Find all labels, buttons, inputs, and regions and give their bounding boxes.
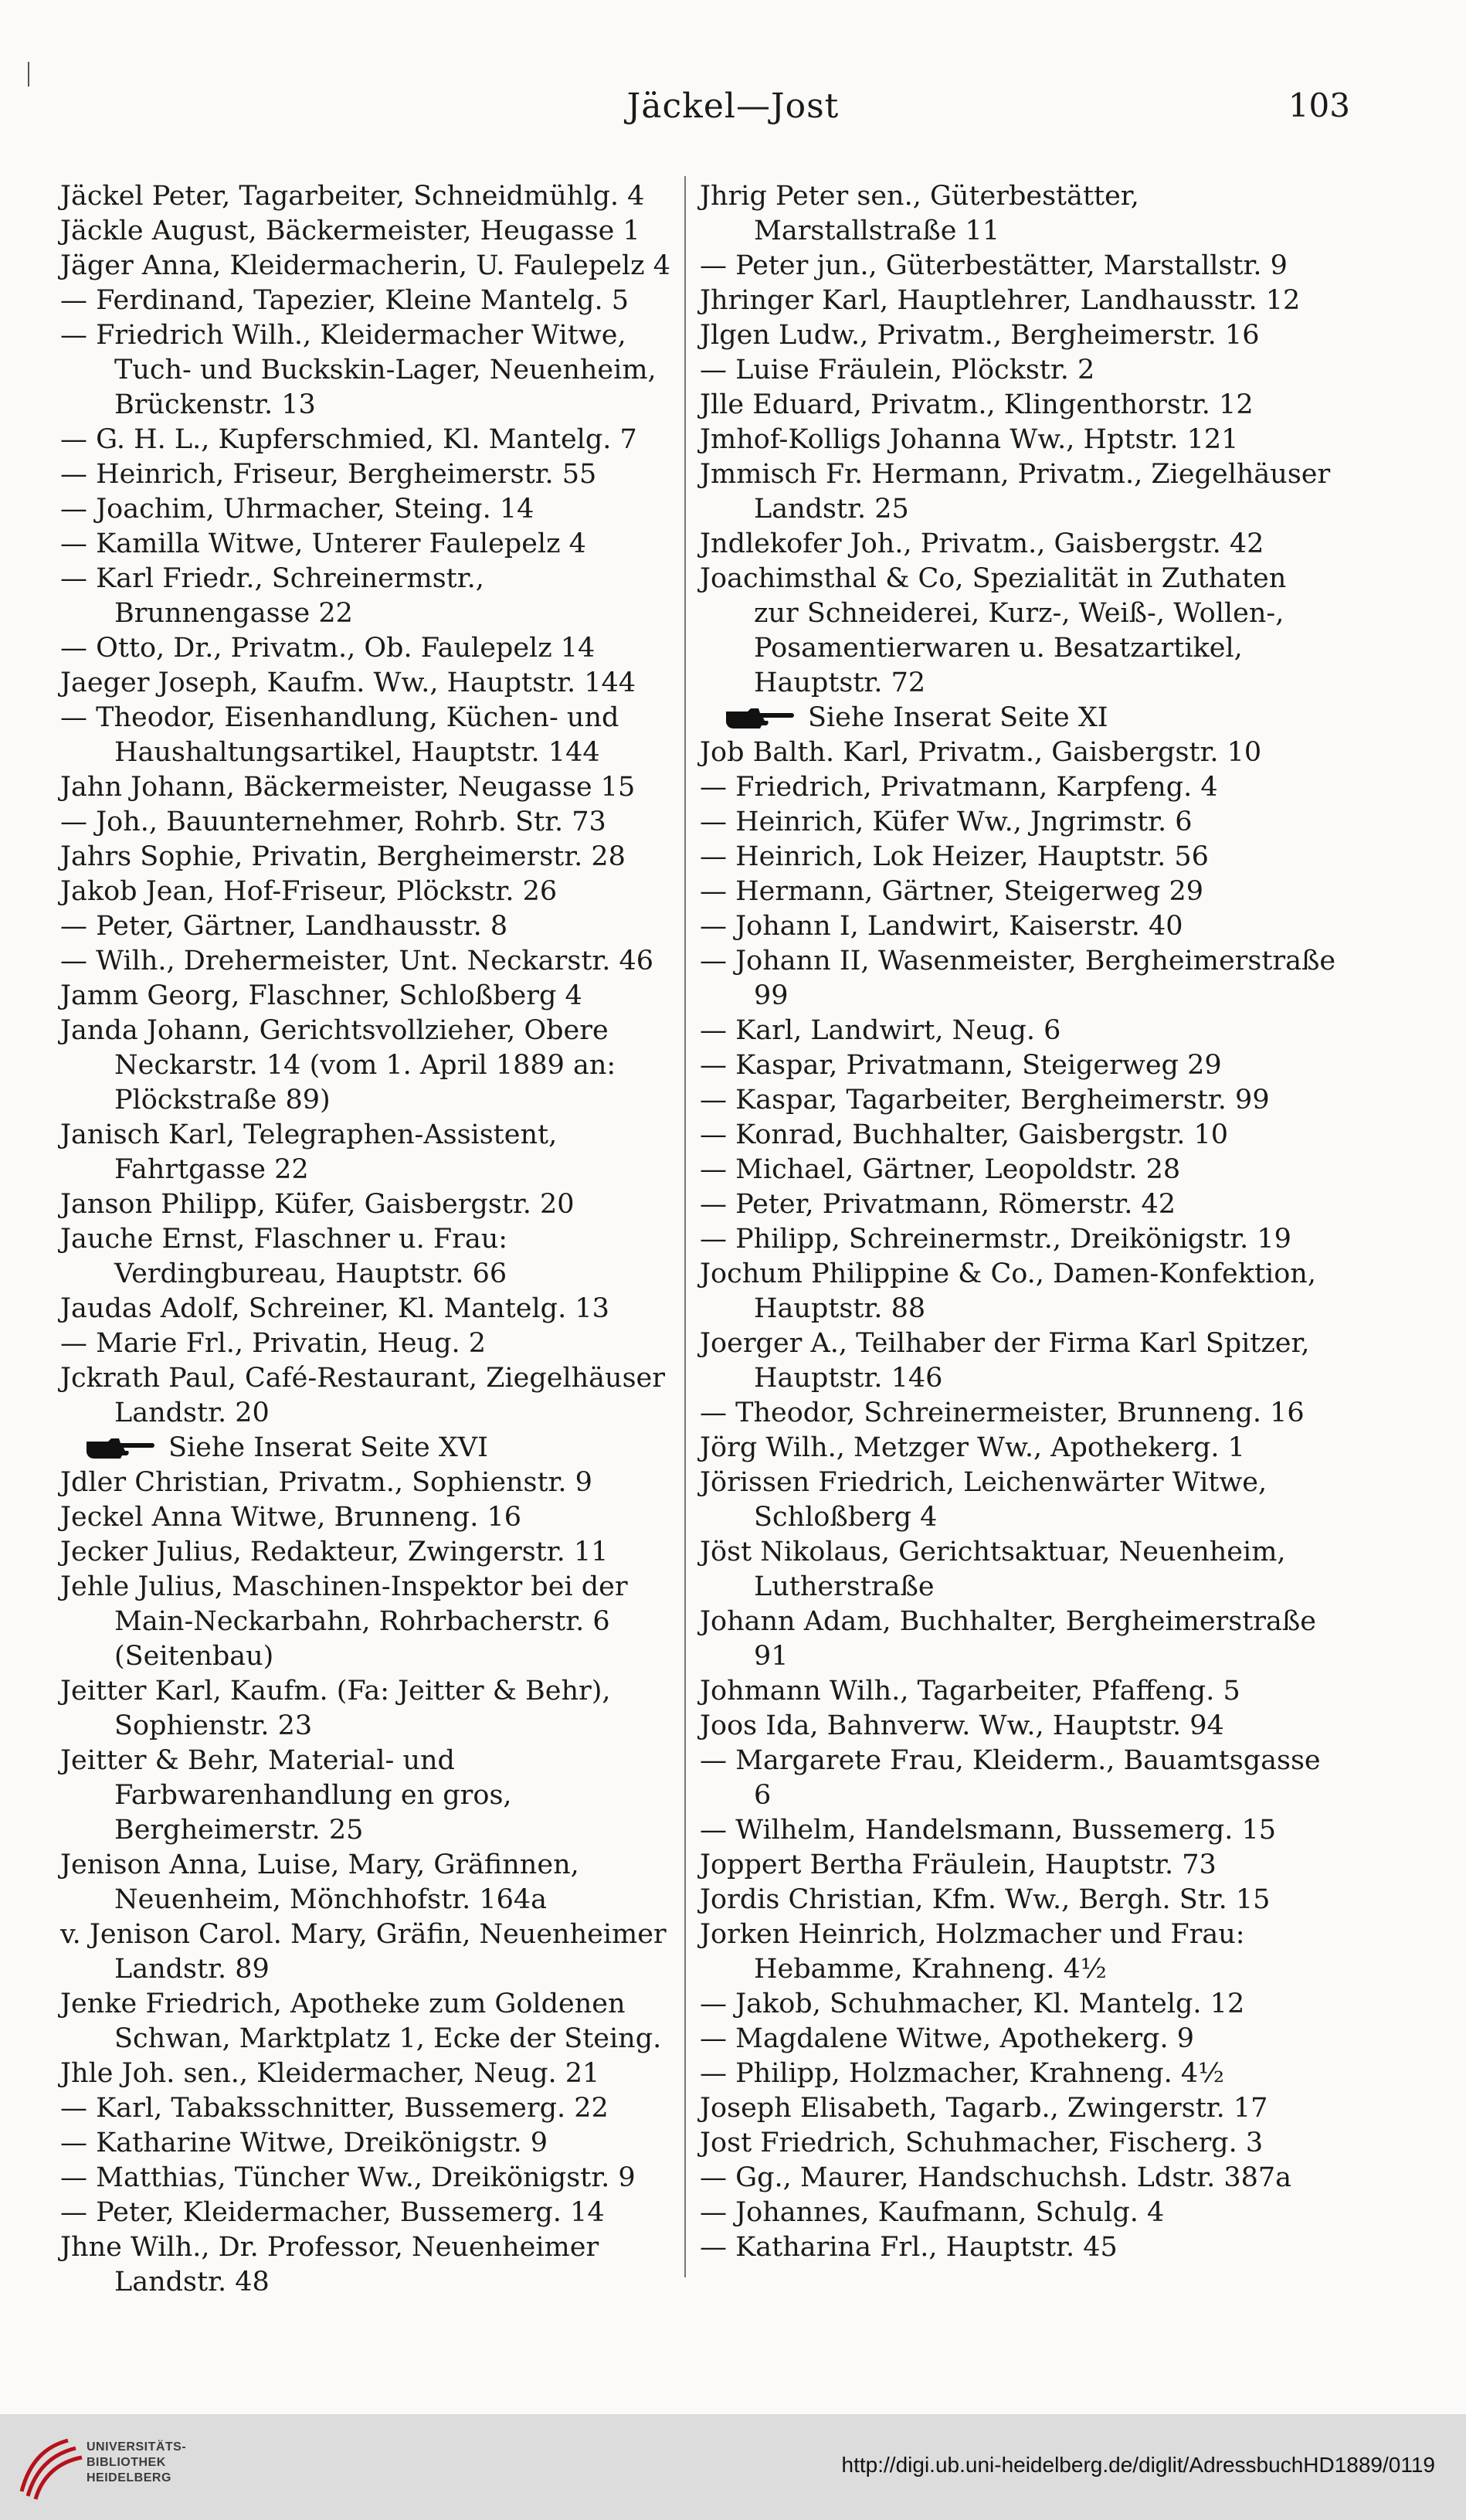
- right-entry: — Peter jun., Güterbestätter, Marstallstr. 9: [700, 250, 1288, 281]
- right-entry: — Peter, Privatmann, Römerstr. 42: [700, 1189, 1176, 1220]
- left-entry: Jäger Anna, Kleidermacherin, U. Faulepelz 4: [60, 250, 670, 281]
- left-entry: Janisch Karl, Telegraphen-Assistent, Fahrtgasse 22: [60, 1119, 558, 1185]
- right-entry: — Michael, Gärtner, Leopoldstr. 28: [700, 1154, 1181, 1185]
- left-entry: — Joachim, Uhrmacher, Steing. 14: [60, 494, 534, 525]
- right-entry: — Jakob, Schuhmacher, Kl. Mantelg. 12: [700, 1988, 1245, 2019]
- logo-text-line-2: BIBLIOTHEK: [87, 2456, 166, 2469]
- logo-text-line-1: UNIVERSITÄTS-: [87, 2440, 187, 2454]
- right-entry: Job Balth. Karl, Privatm., Gaisbergstr. 10: [700, 737, 1262, 768]
- right-entry: — Johann II, Wasenmeister, Bergheimerstraße 99: [700, 946, 1336, 1011]
- right-entry: Joseph Elisabeth, Tagarb., Zwingerstr. 17: [700, 2093, 1268, 2124]
- right-entry: Jörissen Friedrich, Leichenwärter Witwe, Schloßberg 4: [700, 1467, 1267, 1533]
- pointing-hand-icon: [725, 707, 796, 730]
- right-entry: Jlgen Ludw., Privatm., Bergheimerstr. 16: [700, 320, 1260, 351]
- left-entry: Jecker Julius, Redakteur, Zwingerstr. 11: [60, 1537, 609, 1567]
- right-entry: — Philipp, Holzmacher, Krahneng. 4½: [700, 2058, 1225, 2089]
- left-entry: Jaeger Joseph, Kaufm. Ww., Hauptstr. 144: [60, 667, 636, 698]
- left-entry: — Matthias, Tüncher Ww., Dreikönigstr. 9: [60, 2162, 636, 2193]
- pointing-hand-icon: [85, 1437, 156, 1460]
- right-entry: Johann Adam, Buchhalter, Bergheimerstraße 91: [700, 1606, 1316, 1672]
- right-column: [700, 179, 1338, 2265]
- left-entry: Jdler Christian, Privatm., Sophienstr. 9: [60, 1467, 592, 1498]
- right-entry: Jhrig Peter sen., Güterbestätter, Marstallstraße 11: [700, 181, 1139, 246]
- left-advert-reference: [60, 1431, 678, 1465]
- right-entry: Joos Ida, Bahnverw. Ww., Hauptstr. 94: [700, 1710, 1224, 1741]
- right-entry: Joachimsthal & Co, Spezialität in Zuthaten zur Schneiderei, Kurz-, Weiß-, Wollen-, Posamentierwaren u. Besatzartikel, Hauptstr. 72: [700, 563, 1287, 698]
- right-entry: — Heinrich, Lok Heizer, Hauptstr. 56: [700, 841, 1209, 872]
- left-entry: — Otto, Dr., Privatm., Ob. Faulepelz 14: [60, 633, 596, 664]
- left-entry: Jahn Johann, Bäckermeister, Neugasse 15: [60, 772, 636, 803]
- left-entry: — Ferdinand, Tapezier, Kleine Mantelg. 5: [60, 285, 629, 316]
- right-entry: — Kaspar, Privatmann, Steigerweg 29: [700, 1050, 1222, 1081]
- left-entry: Jenke Friedrich, Apotheke zum Goldenen Schwan, Marktplatz 1, Ecke der Steing.: [60, 1988, 662, 2054]
- left-entry: Jakob Jean, Hof-Friseur, Plöckstr. 26: [60, 876, 558, 907]
- left-entry: — Katharine Witwe, Dreikönigstr. 9: [60, 2128, 548, 2158]
- right-entry: — Luise Fräulein, Plöckstr. 2: [700, 355, 1095, 385]
- left-entry: Jeitter Karl, Kaufm. (Fa: Jeitter & Behr), Sophienstr. 23: [60, 1676, 611, 1741]
- left-entry: Janson Philipp, Küfer, Gaisbergstr. 20: [60, 1189, 575, 1220]
- scan-margin-mark: [28, 62, 29, 87]
- right-entry: Jörg Wilh., Metzger Ww., Apothekerg. 1: [700, 1432, 1245, 1463]
- right-entry: — Johannes, Kaufmann, Schulg. 4: [700, 2197, 1165, 2228]
- right-entry: Joerger A., Teilhaber der Firma Karl Spitzer, Hauptstr. 146: [700, 1328, 1310, 1394]
- left-entry: — Kamilla Witwe, Unterer Faulepelz 4: [60, 528, 586, 559]
- left-entry: Jäckle August, Bäckermeister, Heugasse 1: [60, 216, 640, 246]
- left-entry: Jahrs Sophie, Privatin, Bergheimerstr. 28: [60, 841, 626, 872]
- right-entry: — Konrad, Buchhalter, Gaisbergstr. 10: [700, 1119, 1229, 1150]
- left-entry: — Peter, Gärtner, Landhausstr. 8: [60, 911, 508, 942]
- right-entry: — Hermann, Gärtner, Steigerweg 29: [700, 876, 1204, 907]
- right-entry: — Johann I, Landwirt, Kaiserstr. 40: [700, 911, 1183, 942]
- left-entry: Jckrath Paul, Café-Restaurant, Ziegelhäuser Landstr. 20: [60, 1363, 665, 1428]
- right-entry: Jmhof-Kolligs Johanna Ww., Hptstr. 121: [700, 424, 1239, 455]
- right-entry: — Margarete Frau, Kleiderm., Bauamtsgasse 6: [700, 1745, 1321, 1811]
- source-url-link[interactable]: http://digi.ub.uni-heidelberg.de/diglit/AdressbuchHD1889/0119: [841, 2453, 1435, 2477]
- footer-bar: [0, 2414, 1466, 2520]
- right-entry: Jndlekofer Joh., Privatm., Gaisbergstr. 42: [700, 528, 1264, 559]
- column-divider: [684, 176, 686, 2277]
- right-entry: Johmann Wilh., Tagarbeiter, Pfaffeng. 5: [700, 1676, 1240, 1707]
- left-entry: — Theodor, Eisenhandlung, Küchen- und Haushaltungsartikel, Hauptstr. 144: [60, 702, 619, 768]
- left-entry: Jenison Anna, Luise, Mary, Gräfinnen, Neuenheim, Mönchhofstr. 164a: [60, 1849, 579, 1915]
- left-entry: Jhne Wilh., Dr. Professor, Neuenheimer Landstr. 48: [60, 2232, 599, 2298]
- right-entry: Jlle Eduard, Privatm., Klingenthorstr. 12: [700, 389, 1254, 420]
- right-entry: Jordis Christian, Kfm. Ww., Bergh. Str. 15: [700, 1884, 1271, 1915]
- left-entry: — Karl, Tabaksschnitter, Bussemerg. 22: [60, 2093, 609, 2124]
- left-entry: — Joh., Bauunternehmer, Rohrb. Str. 73: [60, 807, 606, 837]
- left-entry: — Heinrich, Friseur, Bergheimerstr. 55: [60, 459, 597, 490]
- right-entry: — Katharina Frl., Hauptstr. 45: [700, 2232, 1118, 2263]
- right-entry: Jost Friedrich, Schuhmacher, Fischerg. 3: [700, 2128, 1264, 2158]
- right-entry: Jöst Nikolaus, Gerichtsaktuar, Neuenheim, Lutherstraße: [700, 1537, 1286, 1602]
- left-entry: Jhle Joh. sen., Kleidermacher, Neug. 21: [60, 2058, 600, 2089]
- left-entry: Jeckel Anna Witwe, Brunneng. 16: [60, 1502, 521, 1533]
- right-entry: — Kaspar, Tagarbeiter, Bergheimerstr. 99: [700, 1085, 1270, 1116]
- right-entry: — Heinrich, Küfer Ww., Jngrimstr. 6: [700, 807, 1193, 837]
- right-entry: Jorken Heinrich, Holzmacher und Frau: Hebamme, Krahneng. 4½: [700, 1919, 1245, 1985]
- left-column: [60, 179, 678, 2300]
- page-title: Jäckel—Jost: [626, 87, 840, 126]
- left-entry: Jauche Ernst, Flaschner u. Frau: Verdingbureau, Hauptstr. 66: [60, 1224, 508, 1289]
- right-entry: — Friedrich, Privatmann, Karpfeng. 4: [700, 772, 1218, 803]
- left-entry: Jamm Georg, Flaschner, Schloßberg 4: [60, 980, 582, 1011]
- right-entry: — Philipp, Schreinermstr., Dreikönigstr. 19: [700, 1224, 1291, 1255]
- right-entry: Jochum Philippine & Co., Damen-Konfektion, Hauptstr. 88: [700, 1258, 1316, 1324]
- left-entry: Jeitter & Behr, Material- und Farbwarenhandlung en gros, Bergheimerstr. 25: [60, 1745, 512, 1846]
- right-entry: — Theodor, Schreinermeister, Brunneng. 16: [700, 1398, 1305, 1428]
- left-entry: Jehle Julius, Maschinen-Inspektor bei der Main-Neckarbahn, Rohrbacherstr. 6 (Seitenbau): [60, 1571, 628, 1672]
- page-number: 103: [1288, 87, 1350, 124]
- left-entry: Jaudas Adolf, Schreiner, Kl. Mantelg. 13: [60, 1293, 609, 1324]
- right-entry: — Gg., Maurer, Handschuchsh. Ldstr. 387a: [700, 2162, 1292, 2193]
- left-entry: — Marie Frl., Privatin, Heug. 2: [60, 1328, 487, 1359]
- right-entry: Jmmisch Fr. Hermann, Privatm., Ziegelhäuser Landstr. 25: [700, 459, 1331, 525]
- left-entry: Janda Johann, Gerichtsvollzieher, Obere Neckarstr. 14 (vom 1. April 1889 an: Plöckstraße 89): [60, 1015, 616, 1116]
- left-entry: — Karl Friedr., Schreinermstr., Brunnengasse 22: [60, 563, 484, 629]
- right-entry: Joppert Bertha Fräulein, Hauptstr. 73: [700, 1849, 1217, 1880]
- left-entry: — G. H. L., Kupferschmied, Kl. Mantelg. 7: [60, 424, 637, 455]
- left-advert-reference-text: Siehe Inserat Seite XVI: [168, 1432, 488, 1463]
- left-entry: — Peter, Kleidermacher, Bussemerg. 14: [60, 2197, 605, 2228]
- left-entry: — Friedrich Wilh., Kleidermacher Witwe, Tuch- und Buckskin-Lager, Neuenheim, Brückenstr. 13: [60, 320, 657, 420]
- right-entry: — Karl, Landwirt, Neug. 6: [700, 1015, 1061, 1046]
- left-entry: Jäckel Peter, Tagarbeiter, Schneidmühlg. 4: [60, 181, 645, 212]
- right-advert-reference: [700, 701, 1338, 735]
- right-entry: Jhringer Karl, Hauptlehrer, Landhausstr. 12: [700, 285, 1301, 316]
- right-entry: — Wilhelm, Handelsmann, Bussemerg. 15: [700, 1815, 1277, 1846]
- left-entry: v. Jenison Carol. Mary, Gräfin, Neuenheimer Landstr. 89: [60, 1919, 667, 1985]
- university-library-logo-icon: [14, 2431, 88, 2505]
- left-entry: — Wilh., Drehermeister, Unt. Neckarstr. 46: [60, 946, 654, 976]
- logo-text-line-3: HEIDELBERG: [87, 2471, 171, 2484]
- right-advert-reference-text: Siehe Inserat Seite XI: [808, 702, 1108, 733]
- right-entry: — Magdalene Witwe, Apothekerg. 9: [700, 2023, 1194, 2054]
